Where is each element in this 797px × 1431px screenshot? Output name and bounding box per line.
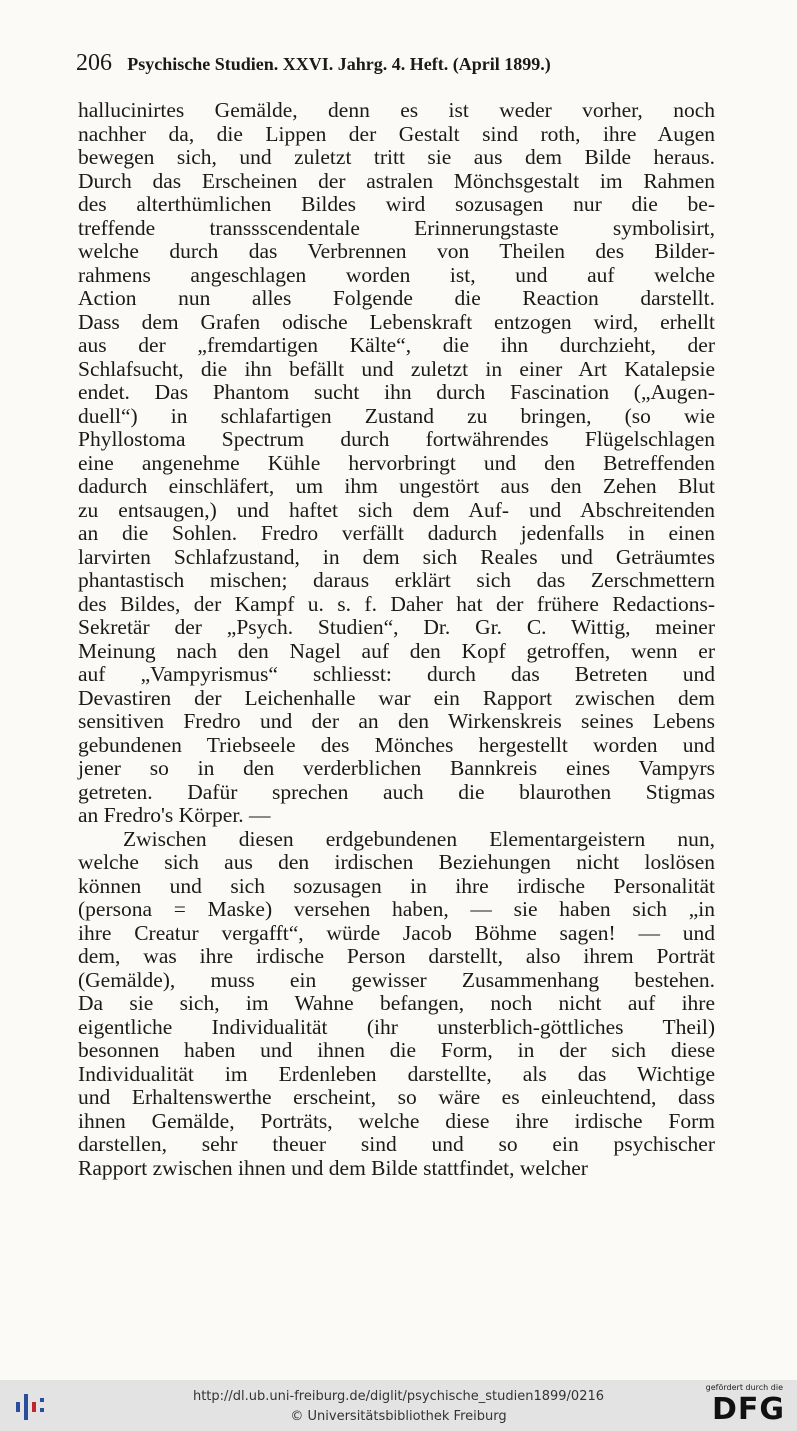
body-text <box>78 99 715 1180</box>
dfg-logo: DFG <box>711 1392 785 1427</box>
text-line: duell“) in schlafartigen Zustand zu bringen, (so wie <box>78 403 715 428</box>
text-line: Durch das Erscheinen der astralen Mönchsgestalt im Rahmen <box>78 168 715 193</box>
text-line: und Erhaltenswerthe erscheint, so wäre es einleuchtend, dass <box>78 1085 715 1109</box>
text-line: zu entsaugen,) und haftet sich dem Auf- und Abschreitenden <box>78 497 715 522</box>
text-line: endet. Das Phantom sucht ihn durch Fascination („Augen- <box>78 380 715 404</box>
text-line: ihnen Gemälde, Porträts, welche diese ihre irdische Form <box>78 1108 715 1133</box>
funder-caption: gefördert durch die <box>705 1383 783 1392</box>
running-header <box>76 50 716 80</box>
text-line: Da sie sich, im Wahne befangen, noch nicht auf ihre <box>78 991 715 1015</box>
text-line: eine angenehme Kühle hervorbringt und den Betreffenden <box>78 450 715 475</box>
text-line: rahmens angeschlagen worden ist, und auf welche <box>78 262 715 287</box>
text-line: können und sich sozusagen in ihre irdische Personalität <box>78 873 715 898</box>
text-line: Phyllostoma Spectrum durch fortwährendes Flügelschlagen <box>78 427 715 451</box>
text-line: welche sich aus den irdischen Beziehungen nicht loslösen <box>78 850 715 874</box>
text-line: Action nun alles Folgende die Reaction darstellt. <box>78 286 715 310</box>
text-line: des alterthümlichen Bildes wird sozusagen nur die be- <box>78 192 715 216</box>
text-line: dem, was ihre irdische Person darstellt, also ihrem Porträt <box>78 944 715 968</box>
text-line: besonnen haben und ihnen die Form, in der sich diese <box>78 1038 715 1062</box>
text-line: darstellen, sehr theuer sind und so ein psychischer <box>78 1132 715 1156</box>
text-line: Schlafsucht, die ihn befällt und zuletzt in einer Art Katalepsie <box>78 356 715 381</box>
text-line: bewegen sich, und zuletzt tritt sie aus dem Bilde heraus. <box>78 145 715 169</box>
text-line: auf „Vampyrismus“ schliesst: durch das Betreten und <box>78 662 715 686</box>
text-line: jener so in den verderblichen Bannkreis eines Vampyrs <box>78 756 715 780</box>
text-line: larvirten Schlafzustand, in dem sich Reales und Geträumtes <box>78 544 715 569</box>
text-line: Meinung nach den Nagel auf den Kopf getroffen, wenn er <box>78 638 715 663</box>
text-line: Sekretär der „Psych. Studien“, Dr. Gr. C. Wittig, meiner <box>78 615 715 639</box>
text-line: Devastiren der Leichenhalle war ein Rapport zwischen dem <box>78 685 715 710</box>
text-line: an Fredro's Körper. — <box>78 803 271 827</box>
copyright-notice: © Universitätsbibliothek Freiburg <box>290 1409 507 1424</box>
text-line: nachher da, die Lippen der Gestalt sind roth, ihre Augen <box>78 121 715 146</box>
text-line: treffende transsscendentale Erinnerungstaste symbolisirt, <box>78 215 715 240</box>
running-title: Psychische Studien. XXVI. Jahrg. 4. Heft. (April 1899.) <box>127 54 551 74</box>
text-line: des Bildes, der Kampf u. s. f. Daher hat der frühere Redactions- <box>78 591 715 616</box>
text-line: hallucinirtes Gemälde, denn es ist weder vorher, noch <box>78 98 715 122</box>
text-line: welche durch das Verbrennen von Theilen des Bilder- <box>78 239 715 263</box>
text-line: Individualität im Erdenleben darstellte, als das Wichtige <box>78 1061 715 1086</box>
text-line: eigentliche Individualität (ihr unsterblich-göttliches Theil) <box>78 1014 715 1039</box>
text-line: (persona = Maske) versehen haben, — sie haben sich „in <box>78 897 715 921</box>
page-number: 206 <box>76 50 112 76</box>
text-line: Zwischen diesen erdgebundenen Elementargeistern nun, <box>123 826 715 851</box>
source-url[interactable]: http://dl.ub.uni-freiburg.de/diglit/psychische_studien1899/0216 <box>192 1389 605 1404</box>
text-line: (Gemälde), muss ein gewisser Zusammenhang bestehen. <box>78 967 715 992</box>
text-line: getreten. Dafür sprechen auch die blaurothen Stigmas <box>78 779 715 804</box>
text-line: phantastisch mischen; daraus erklärt sich das Zerschmettern <box>78 568 715 592</box>
text-line: Rapport zwischen ihnen und dem Bilde stattfindet, welcher <box>78 1155 588 1180</box>
text-line: sensitiven Fredro und der an den Wirkenskreis seines Lebens <box>78 709 715 733</box>
text-line: dadurch einschläfert, um ihm ungestört aus den Zehen Blut <box>78 474 715 498</box>
text-line: gebundenen Triebseele des Mönches hergestellt worden und <box>78 732 715 757</box>
text-line: Dass dem Grafen odische Lebenskraft entzogen wird, erhellt <box>78 309 715 334</box>
text-line: ihre Creatur vergafft“, würde Jacob Böhme sagen! — und <box>78 920 715 945</box>
text-line: an die Sohlen. Fredro verfällt dadurch jedenfalls in einen <box>78 521 715 545</box>
text-line: aus der „fremdartigen Kälte“, die ihn durchzieht, der <box>78 333 715 357</box>
footer-bar <box>0 1380 797 1431</box>
